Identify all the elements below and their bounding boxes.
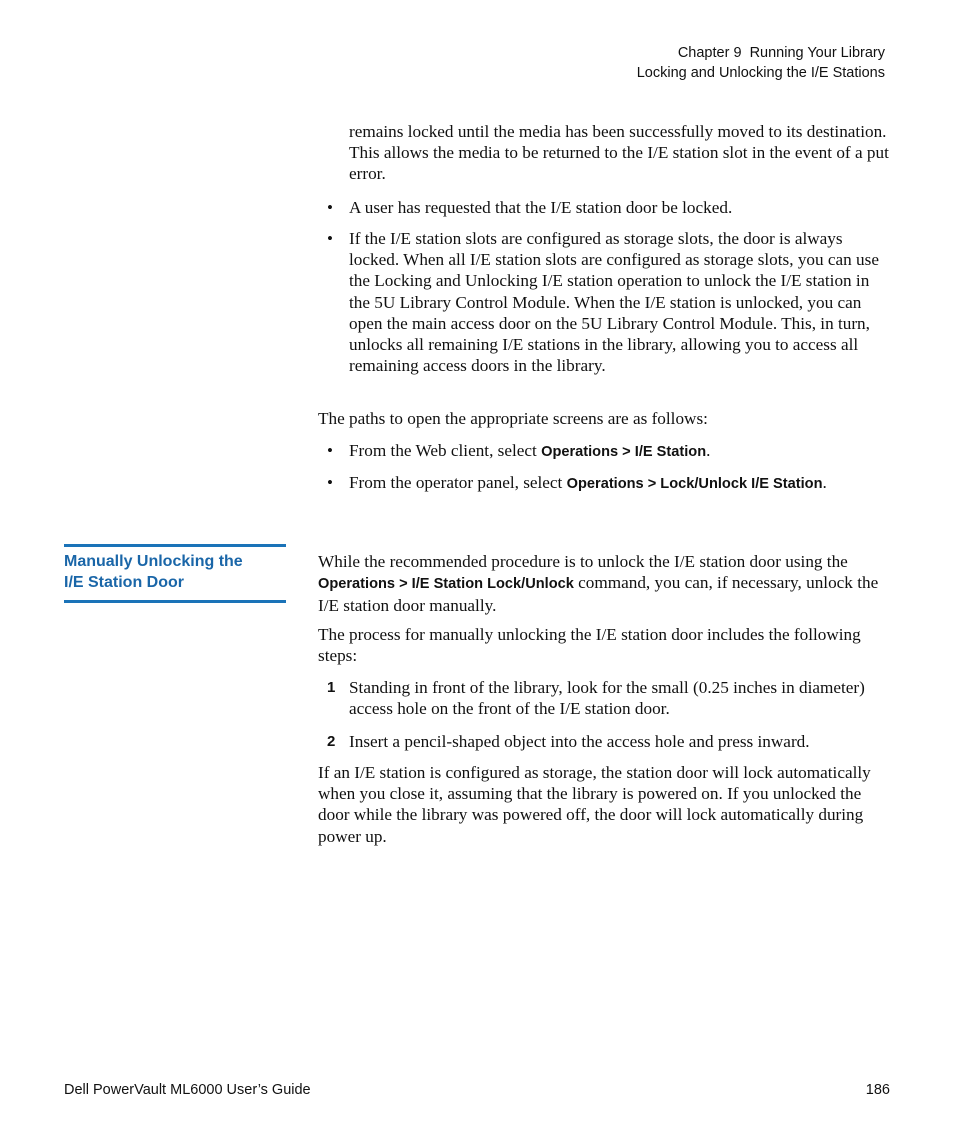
step-number: 2	[327, 733, 336, 750]
bullet-marker: •	[327, 198, 333, 217]
closing-paragraph: If an I/E station is configured as storage, the station door will lock automatically when you close it, assuming that the library is powered on. If you unlocked the door while the library was powered off, the door will lock automatically during power up.	[318, 763, 871, 846]
section-heading: Manually Unlocking the I/E Station Door	[64, 553, 243, 591]
running-header	[637, 43, 885, 83]
intro-prefix: While the recommended procedure is to unlock the I/E station door using the	[318, 552, 848, 571]
bullet-item: A user has requested that the I/E station door be locked.	[349, 198, 733, 217]
panel-command-path: Operations > Lock/Unlock I/E Station	[566, 476, 823, 492]
period: .	[706, 441, 711, 460]
path-panel-prefix: From the operator panel, select	[349, 473, 567, 492]
section-sidehead	[64, 544, 286, 603]
section-intro	[318, 551, 890, 617]
path-web-prefix: From the Web client, select	[349, 441, 542, 460]
step-text: Insert a pencil-shaped object into the access hole and press inward.	[349, 732, 810, 751]
path-web-client	[349, 440, 894, 463]
process-intro: The process for manually unlocking the I/E station door includes the following steps:	[318, 625, 861, 666]
section-title: Locking and Unlocking the I/E Stations	[636, 65, 885, 81]
path-operator-panel	[349, 472, 894, 495]
page-number: 186	[865, 1082, 890, 1098]
paths-intro: The paths to open the appropriate screens are as follows:	[318, 409, 708, 428]
bullet-marker: •	[327, 441, 333, 460]
intro-command-path: Operations > I/E Station Lock/Unlock	[318, 576, 574, 593]
bullet-item: If the I/E station slots are configured as storage slots, the door is always locked. When all I/E station slots are configured as storage slots, you can use the Locking and Unlocking I/E station operation to unlock the I/E station in the 5U Library Control Module. When the I/E station is unlocked, you can open the main access door on the 5U Library Control Module. This, in turn, unlocks all remaining I/E stations in the library, allowing you to access all remaining access doors in the library.	[349, 229, 879, 376]
web-command-path: Operations > I/E Station	[541, 444, 707, 460]
bullet-marker: •	[327, 229, 333, 248]
footer-title: Dell PowerVault ML6000 User’s Guide	[64, 1082, 311, 1098]
chapter-title: Chapter 9 Running Your Library	[677, 45, 885, 61]
step-number: 1	[327, 679, 336, 696]
continuation-paragraph: remains locked until the media has been successfully moved to its destination. This allows the media to be returned to the I/E station slot in the event of a put error.	[349, 122, 889, 184]
bullet-marker: •	[327, 473, 333, 492]
period: .	[822, 473, 827, 492]
step-text: Standing in front of the library, look for the small (0.25 inches in diameter) access hole on the front of the I/E station door.	[349, 678, 865, 719]
intro-suffix: command, you can, if necessary, unlock the I/E station door manually.	[318, 573, 879, 616]
